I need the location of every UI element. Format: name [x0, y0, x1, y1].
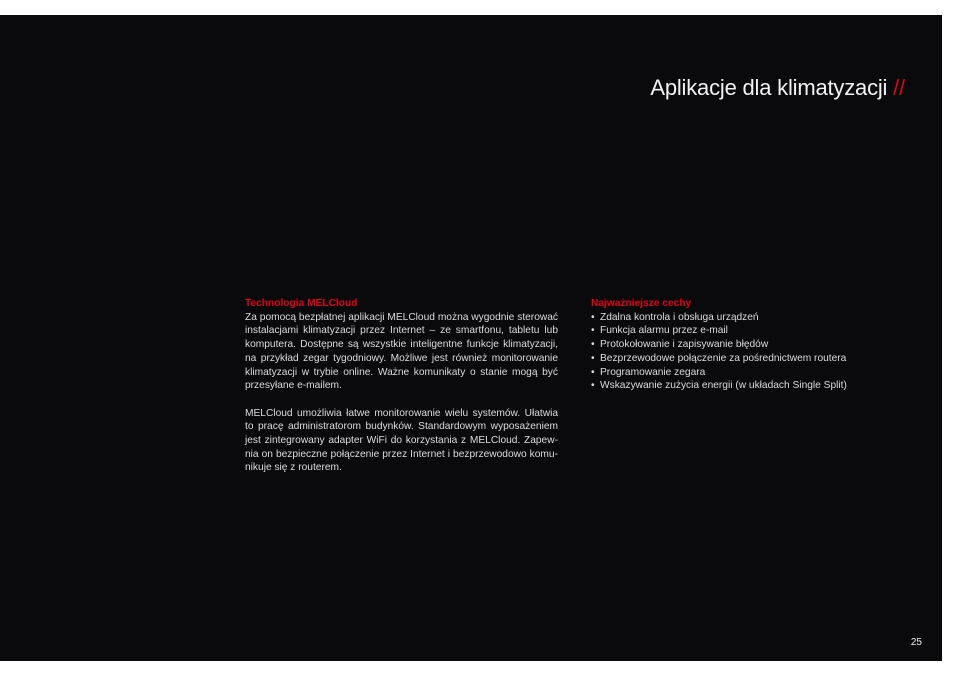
melcloud-paragraph-2: MELCloud umożliwia łatwe monitorowanie wielu systemów. Ułatwia to pracę administratorom budynków. Standardowym wyposażeniem jest zintegrowany adapter WiFi do korzystania z MELCloud. Zapewnia on bezpieczne połączenie przez Internet i bezprzewodowo komunikuje się z routerem. — [245, 407, 558, 474]
page-number: 25 — [910, 637, 922, 648]
feature-item: • Wskazywanie zużycia energii (w układach Single Split) — [591, 379, 911, 393]
feature-item: • Protokołowanie i zapisywanie błędów — [591, 338, 911, 352]
key-features-heading: Najważniejsze cechy — [591, 298, 692, 309]
page-title-text: Aplikacje dla klimatyzacji — [650, 74, 888, 100]
feature-item: • Bezprzewodowe połączenie za pośrednictwem routera — [591, 352, 911, 366]
feature-item: • Funkcja alarmu przez e-mail — [591, 324, 911, 338]
title-slashes: // — [893, 74, 905, 100]
key-features-section — [591, 297, 911, 393]
feature-item: • Zdalna kontrola i obsługa urządzeń — [591, 311, 911, 325]
page-title — [650, 75, 905, 101]
melcloud-technology-section — [245, 297, 558, 475]
brochure-page — [0, 15, 942, 661]
features-list — [591, 311, 911, 393]
melcloud-paragraph-1: Za pomocą bezpłatnej aplikacji MELCloud można wygodnie sterować instalacjami klimatyzacji przez Internet – ze smartfonu, tabletu lub komputera. Dostępne są wszystkie inteligentne funkcje klimatyzacji, na przykład zegar tygodniowy. Możliwe jest również monitorowanie klimatyzacji w trybie online. Ważne komunikaty o stanie mogą być przesyłane e-mailem. — [245, 311, 558, 392]
feature-item: • Programowanie zegara — [591, 366, 911, 380]
melcloud-heading: Technologia MELCloud — [245, 298, 358, 309]
